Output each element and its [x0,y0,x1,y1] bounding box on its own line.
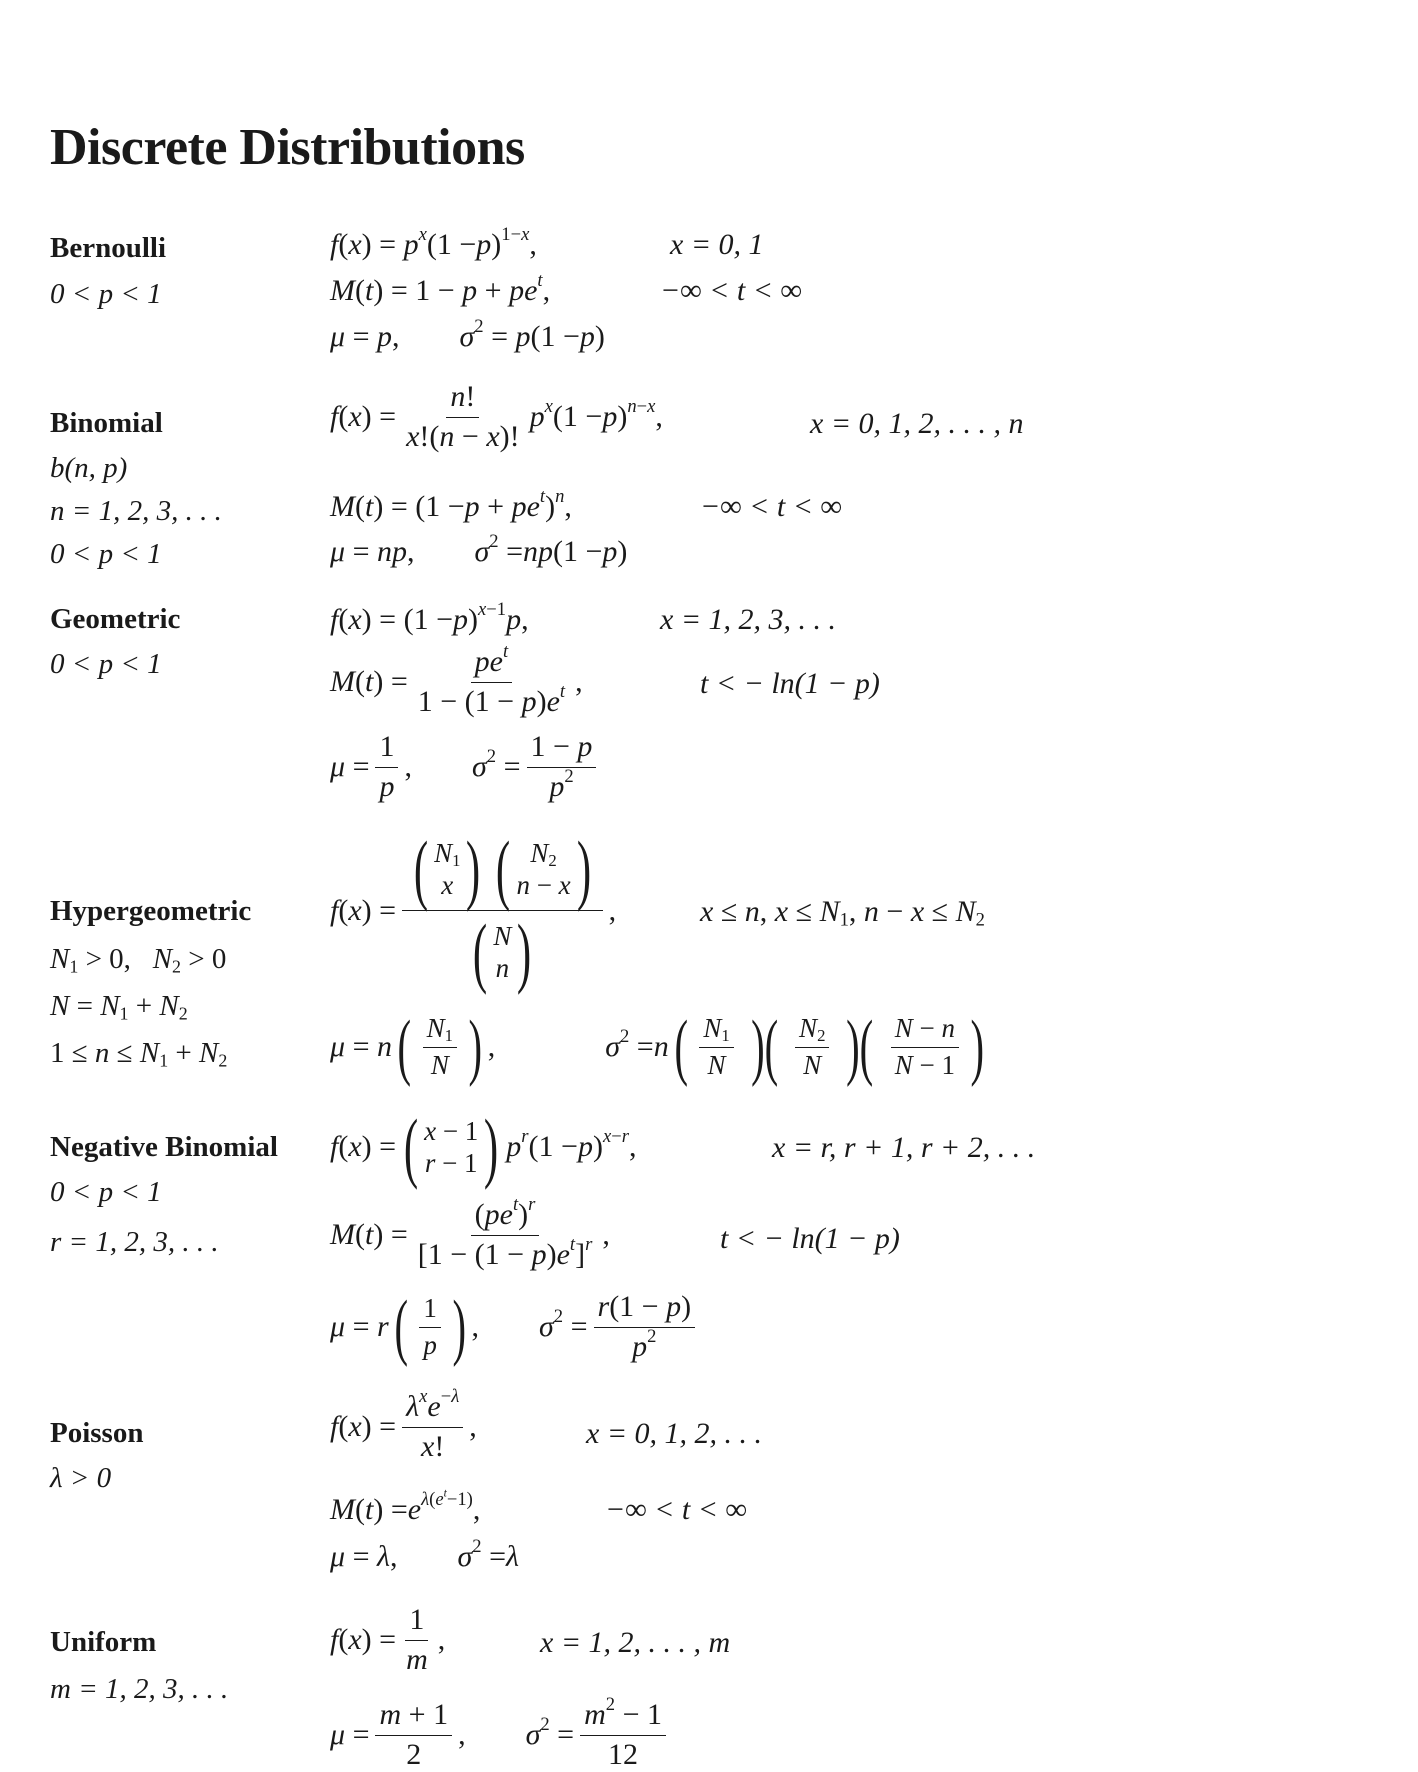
negative-binomial-condition-1: 0 < p < 1 [50,1176,162,1208]
bernoulli-name: Bernoulli [50,232,167,264]
geometric-pmf: f ( x ) = (1 − p )$^{x-1}$ p , [330,599,529,636]
geometric-name: Geometric [50,603,181,635]
binomial-m-range: −∞ < t < ∞ [700,490,842,523]
bernoulli-pmf: f ( x ) = $p^x$ (1 − p )$^{1-x}$, [330,224,537,261]
poisson-name: Poisson [50,1417,144,1449]
bernoulli-f-range: x = 0, 1 [670,228,764,261]
geometric-mgf: M ( t ) = $\frac{pe^t}{1 - (1 - p)e^t}$ , [330,641,583,718]
binomial-pmf: f ( x ) = $\frac{n!}{x!(n - x)!}$ $p^x$ (1 − p )$^{n-x}$, [330,380,663,453]
hypergeometric-condition-3: $1 \le n \le N_1 + N_2$ [50,1037,228,1071]
geometric-condition: 0 < p < 1 [50,648,162,680]
negative-binomial-condition-2: r = 1, 2, 3, . . . [50,1226,219,1258]
bernoulli-condition: 0 < p < 1 [50,278,162,310]
hypergeometric-moments: μ = n ( $\frac{N_1}{N}$ ) , σ $^2$ = n ( $\frac{N_1}{N}$ )( $\frac{N_2}{N}$ )( $\frac{N - n}{N - 1}$ ) [330,1006,985,1088]
binomial-f-range: x = 0, 1, 2, . . . , n [810,407,1024,440]
binomial-moments: μ = np , σ $^2$ = np (1 − p ) [330,531,628,568]
geometric-f-range: x = 1, 2, 3, . . . [660,603,837,636]
negative-binomial-pmf: f ( x ) = ( x − 1 r − 1 ) $p^r$ (1 − p )$^{x-r}$, [330,1103,637,1190]
bernoulli-moments: μ = p , σ $^2$ = p (1 − p ) [330,316,605,353]
binomial-condition-3: 0 < p < 1 [50,538,162,570]
bernoulli-mgf: M ( t ) = 1 − p + $pe^t$ , [330,270,551,307]
poisson-moments: μ = λ , σ $^2$ = λ [330,1536,519,1573]
poisson-pmf: f ( x ) = $\frac{\lambda^xe^{-\lambda}}{x!}$ , [330,1386,477,1463]
poisson-mgf: M ( t ) = $e^{\lambda(e^t-1)}$ , [330,1487,481,1526]
binomial-name: Binomial [50,407,163,439]
poisson-condition: λ > 0 [50,1462,112,1494]
negative-binomial-moments: μ = r ( $\frac{1}{p}$ ) , σ $^2$ = $\frac{r(1 - p)}{p^2}$ [330,1290,701,1364]
page-title: Discrete Distributions [50,119,525,176]
uniform-name: Uniform [50,1626,157,1658]
binomial-mgf: M ( t ) = (1 − p + $pe^t$ )$^n$, [330,486,572,523]
hypergeometric-name: Hypergeometric [50,895,252,927]
poisson-m-range: −∞ < t < ∞ [605,1493,747,1526]
hypergeometric-f-range: x ≤ n, $x \le N_1$, $n - x \le N_2$ [700,895,985,931]
geometric-moments: μ = $\frac{1}{p}$ , σ $^2$ = $\frac{1 - p}{p^2}$ [330,730,602,804]
geometric-m-range: t < − ln(1 − p) [700,667,880,700]
negative-binomial-m-range: t < − ln(1 − p) [720,1222,900,1255]
uniform-f-range: x = 1, 2, . . . , m [540,1626,731,1659]
hypergeometric-pmf: f ( x ) = ( $N_1$ x ) ( $N_2$ n − x ) ( N n ) , [330,825,617,995]
negative-binomial-f-range: x = r, r + 1, r + 2, . . . [772,1131,1036,1164]
uniform-pmf: f ( x ) = $\frac{1}{m}$ , [330,1603,446,1676]
hypergeometric-condition-2: $N = N_1 + N_2$ [50,990,188,1024]
negative-binomial-name: Negative Binomial [50,1131,278,1163]
poisson-f-range: x = 0, 1, 2, . . . [586,1417,763,1450]
uniform-condition: m = 1, 2, 3, . . . [50,1673,229,1705]
binomial-condition-2: n = 1, 2, 3, . . . [50,495,222,527]
binomial-condition-1: b(n, p) [50,452,128,484]
hypergeometric-condition-1: $N_1 > 0$, $N_2 > 0$ [50,943,227,977]
bernoulli-m-range: −∞ < t < ∞ [660,274,802,307]
negative-binomial-mgf: M ( t ) = $\frac{(pe^t)^r}{[1 - (1 - p)e^t]^r}$ , [330,1194,610,1271]
uniform-moments: μ = $\frac{m + 1}{2}$ , σ $^2$ = $\frac{m^2 - 1}{12}$ [330,1698,672,1772]
